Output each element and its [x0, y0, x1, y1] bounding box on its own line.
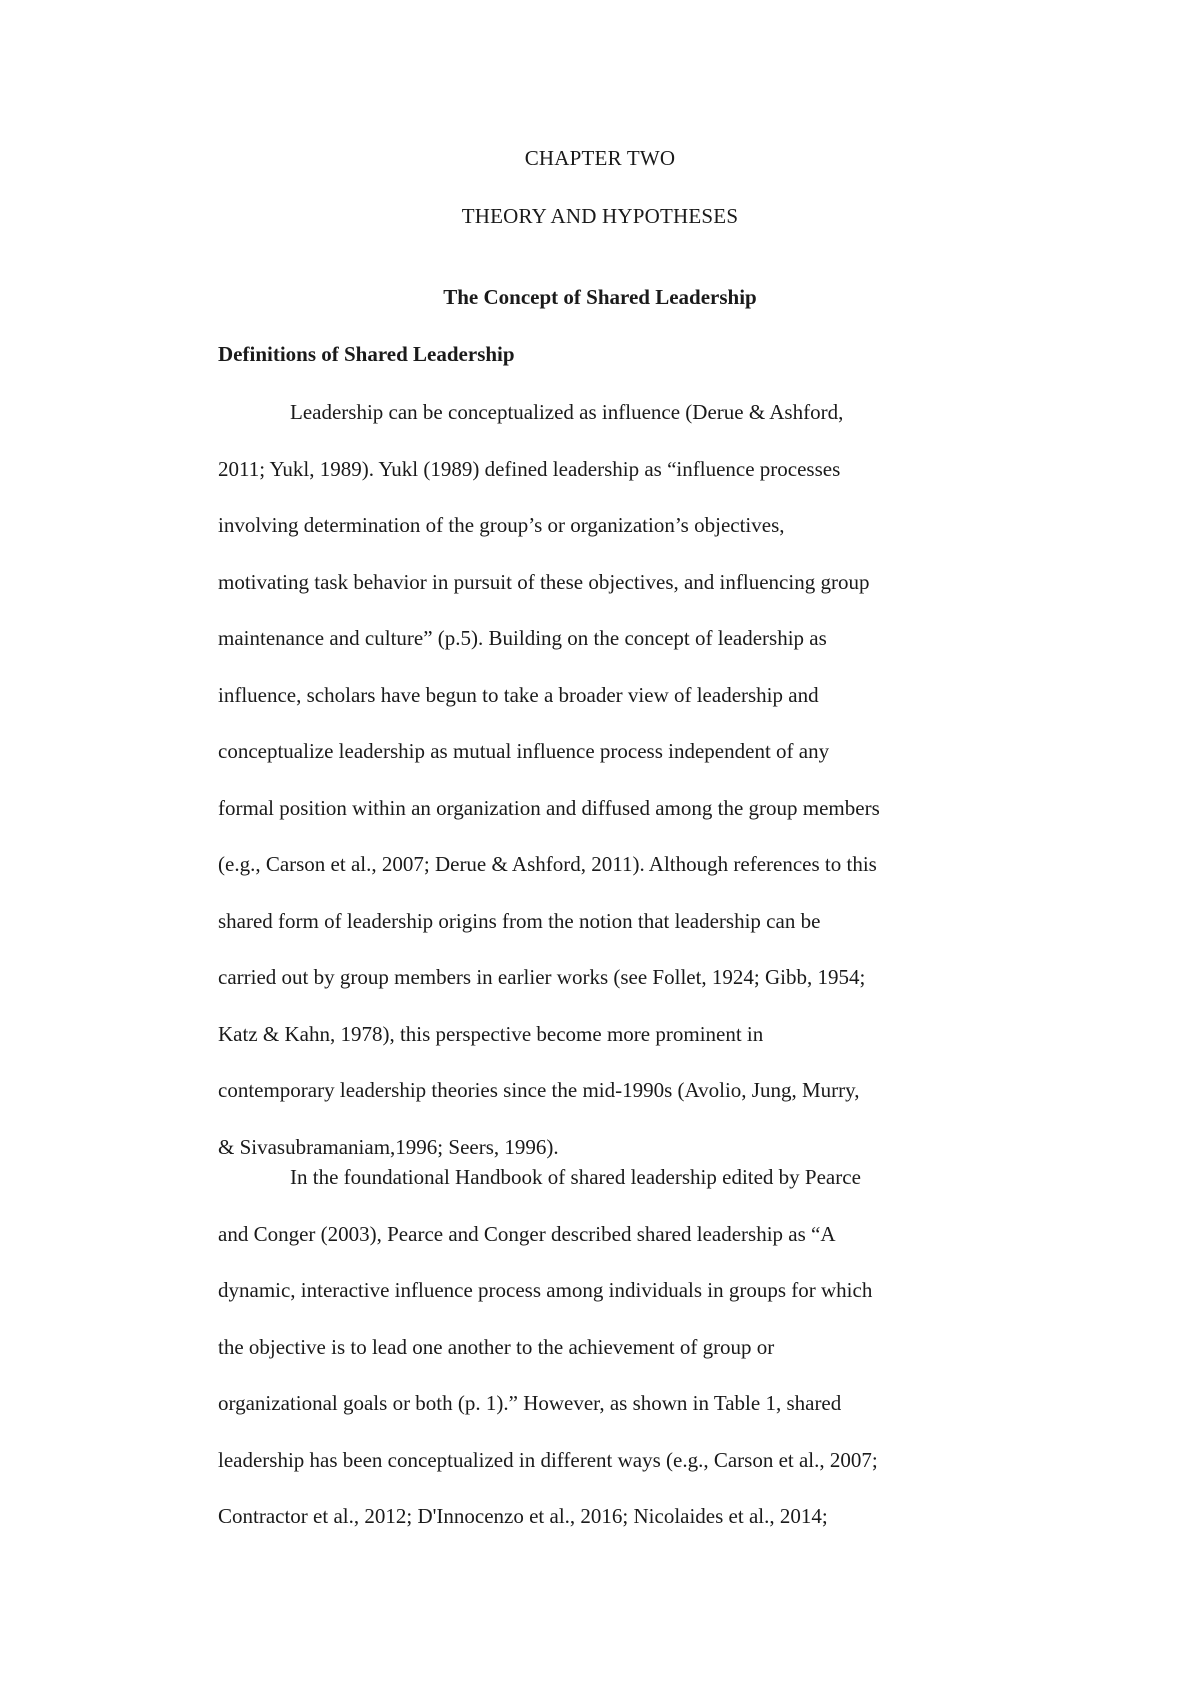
paragraph-line: involving determination of the group’s or organization’s objectives,	[218, 513, 785, 537]
paragraph-line: Leadership can be conceptualized as influence (Derue & Ashford,	[290, 400, 844, 424]
paragraph-line: shared form of leadership origins from the notion that leadership can be	[218, 908, 821, 933]
paragraph-line: dynamic, interactive influence process among individuals in groups for which	[218, 1278, 873, 1302]
paragraph-line: leadership has been conceptualized in different ways (e.g., Carson et al., 2007;	[218, 1447, 878, 1472]
paragraph-1	[218, 384, 1018, 1175]
paragraph-line: the objective is to lead one another to the achievement of group or	[218, 1334, 775, 1359]
paragraph-line: formal position within an organization and diffused among the group members	[218, 795, 880, 820]
paragraph-line: influence, scholars have begun to take a broader view of leadership and	[218, 682, 819, 707]
paragraph-line: In the foundational Handbook of shared leadership edited by Pearce	[290, 1165, 861, 1189]
paragraph-line: contemporary leadership theories since the mid-1990s (Avolio, Jung, Murry,	[218, 1078, 860, 1102]
subsection-heading: Definitions of Shared Leadership	[218, 342, 515, 366]
paragraph-line: & Sivasubramaniam,1996; Seers, 1996).	[218, 1134, 559, 1159]
chapter-title: CHAPTER TWO	[524, 146, 676, 170]
paragraph-line: (e.g., Carson et al., 2007; Derue & Ashford, 2011). Although references to this	[218, 852, 877, 876]
paragraph-line: carried out by group members in earlier works (see Follet, 1924; Gibb, 1954;	[218, 965, 866, 989]
chapter-subtitle: THEORY AND HYPOTHESES	[461, 204, 739, 228]
paragraph-line: organizational goals or both (p. 1).” However, as shown in Table 1, shared	[218, 1391, 842, 1415]
paragraph-line: conceptualize leadership as mutual influence process independent of any	[218, 739, 830, 763]
paragraph-line: Katz & Kahn, 1978), this perspective become more prominent in	[218, 1021, 764, 1046]
paragraph-line: 2011; Yukl, 1989). Yukl (1989) defined leadership as “influence processes	[218, 456, 841, 481]
paragraph-2	[218, 1149, 1018, 1545]
paragraph-line: and Conger (2003), Pearce and Conger described shared leadership as “A	[218, 1221, 836, 1246]
paragraph-line: Contractor et al., 2012; D'Innocenzo et al., 2016; Nicolaides et al., 2014;	[218, 1504, 828, 1528]
paragraph-line: motivating task behavior in pursuit of these objectives, and influencing group	[218, 569, 870, 594]
paragraph-line: maintenance and culture” (p.5). Building on the concept of leadership as	[218, 626, 827, 650]
section-heading: The Concept of Shared Leadership	[443, 285, 757, 309]
